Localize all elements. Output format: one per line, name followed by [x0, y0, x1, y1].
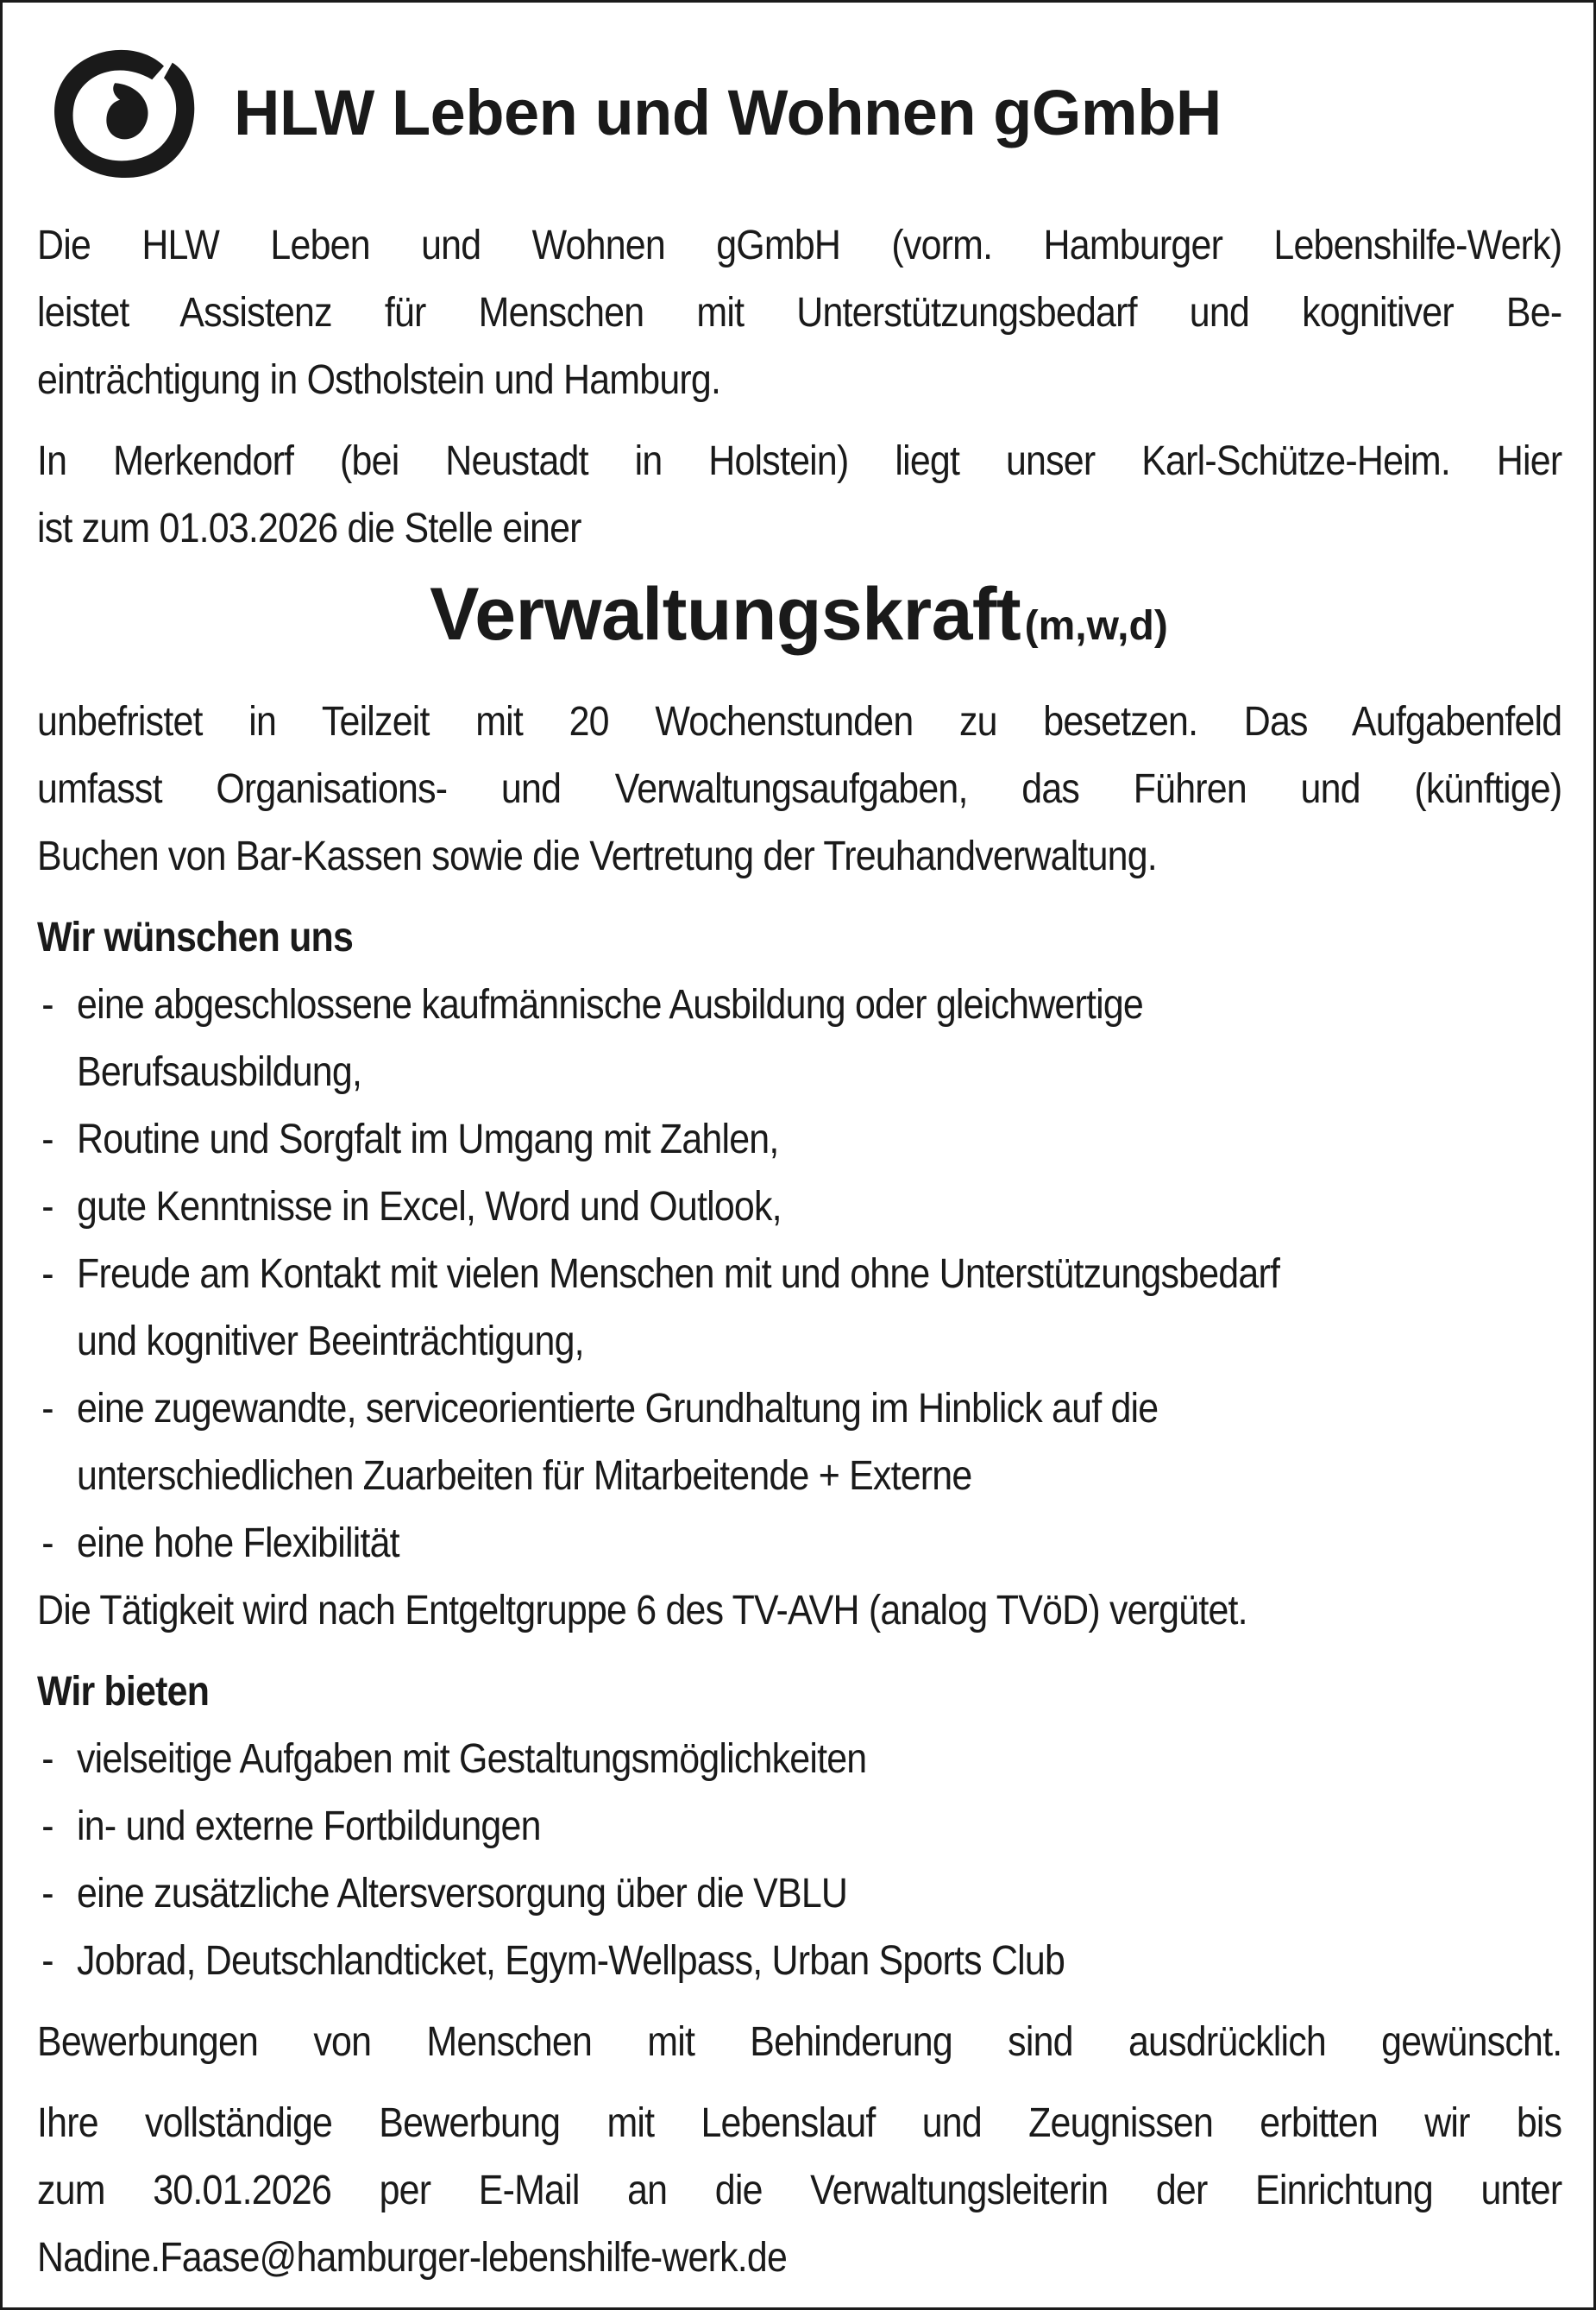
- description-line-3: Buchen von Bar-Kassen sowie die Vertretung der Treuhandverwaltung.: [37, 833, 1157, 879]
- intro-line-1: Die HLW Leben und Wohnen gGmbH (vorm. Hamburger Lebenshilfe-Werk): [37, 222, 1562, 268]
- list-item: - in- und externe Fortbildungen: [37, 1792, 1561, 1860]
- list-item: - eine zugewandte, serviceorientierte Grundhaltung im Hinblick auf die unterschiedlichen Zuarbeiten für Mitarbeitende + Externe: [37, 1375, 1335, 1509]
- salary-note: Die Tätigkeit wird nach Entgeltgruppe 6 des TV-AVH (analog TVöD) vergütet.: [37, 1587, 1247, 1633]
- job-title-text: Verwaltungskraft: [430, 573, 1021, 656]
- intro-line-3: einträchtigung in Ostholstein und Hamburg.: [37, 356, 721, 403]
- application-line-1: Ihre vollständige Bewerbung mit Lebenslauf und Zeugnissen erbitten wir bis: [37, 2099, 1562, 2146]
- list-item: - eine abgeschlossene kaufmännische Ausbildung oder gleichwertige Berufsausbildung,: [37, 971, 1335, 1105]
- application-line-2: zum 30.01.2026 per E-Mail an die Verwaltungsleiterin der Einrichtung unter: [37, 2167, 1562, 2213]
- requirements-heading: Wir wünschen uns: [37, 914, 354, 960]
- benefits-list: [37, 1725, 1561, 1994]
- requirements-list: [37, 971, 1335, 1577]
- header: [37, 3, 1561, 211]
- list-item: - Jobrad, Deutschlandticket, Egym-Wellpass, Urban Sports Club: [37, 1927, 1561, 1994]
- benefits-heading: Wir bieten: [37, 1668, 210, 1715]
- location-line-2: ist zum 01.03.2026 die Stelle einer: [37, 505, 581, 551]
- list-item: - vielseitige Aufgaben mit Gestaltungsmöglichkeiten: [37, 1725, 1561, 1792]
- organization-name: HLW Leben und Wohnen gGmbH: [234, 76, 1222, 148]
- body-text: [37, 211, 1561, 562]
- location-line-1: In Merkendorf (bei Neustadt in Holstein) liegt unser Karl-Schütze-Heim. Hier: [37, 437, 1562, 484]
- description-line-2: umfasst Organisations- und Verwaltungsaufgaben, das Führen und (künftige): [37, 765, 1562, 812]
- list-item: - Routine und Sorgfalt im Umgang mit Zahlen,: [37, 1105, 1335, 1173]
- inclusion-note: Bewerbungen von Menschen mit Behinderung sind ausdrücklich gewünscht.: [37, 2018, 1562, 2065]
- description-line-1: unbefristet in Teilzeit mit 20 Wochenstunden zu besetzen. Das Aufgabenfeld: [37, 698, 1562, 745]
- intro-line-2: leistet Assistenz für Menschen mit Unterstützungsbedarf und kognitiver Be-: [37, 289, 1562, 336]
- body-text-main: [37, 688, 1561, 2291]
- list-item: - gute Kenntnisse in Excel, Word und Outlook,: [37, 1173, 1335, 1240]
- list-item: - eine hohe Flexibilität: [37, 1509, 1335, 1577]
- job-title: [37, 572, 1561, 676]
- list-item: - Freude am Kontakt mit vielen Menschen mit und ohne Unterstützungsbedarf und kognitiver Beeinträchtigung,: [37, 1240, 1335, 1375]
- lebenshilfe-logo-icon: [37, 34, 206, 191]
- job-gender-note: (m,w,d): [1024, 603, 1168, 649]
- application-email: Nadine.Faase@hamburger-lebenshilfe-werk.de: [37, 2234, 788, 2281]
- list-item: - eine zusätzliche Altersversorgung über die VBLU: [37, 1860, 1561, 1927]
